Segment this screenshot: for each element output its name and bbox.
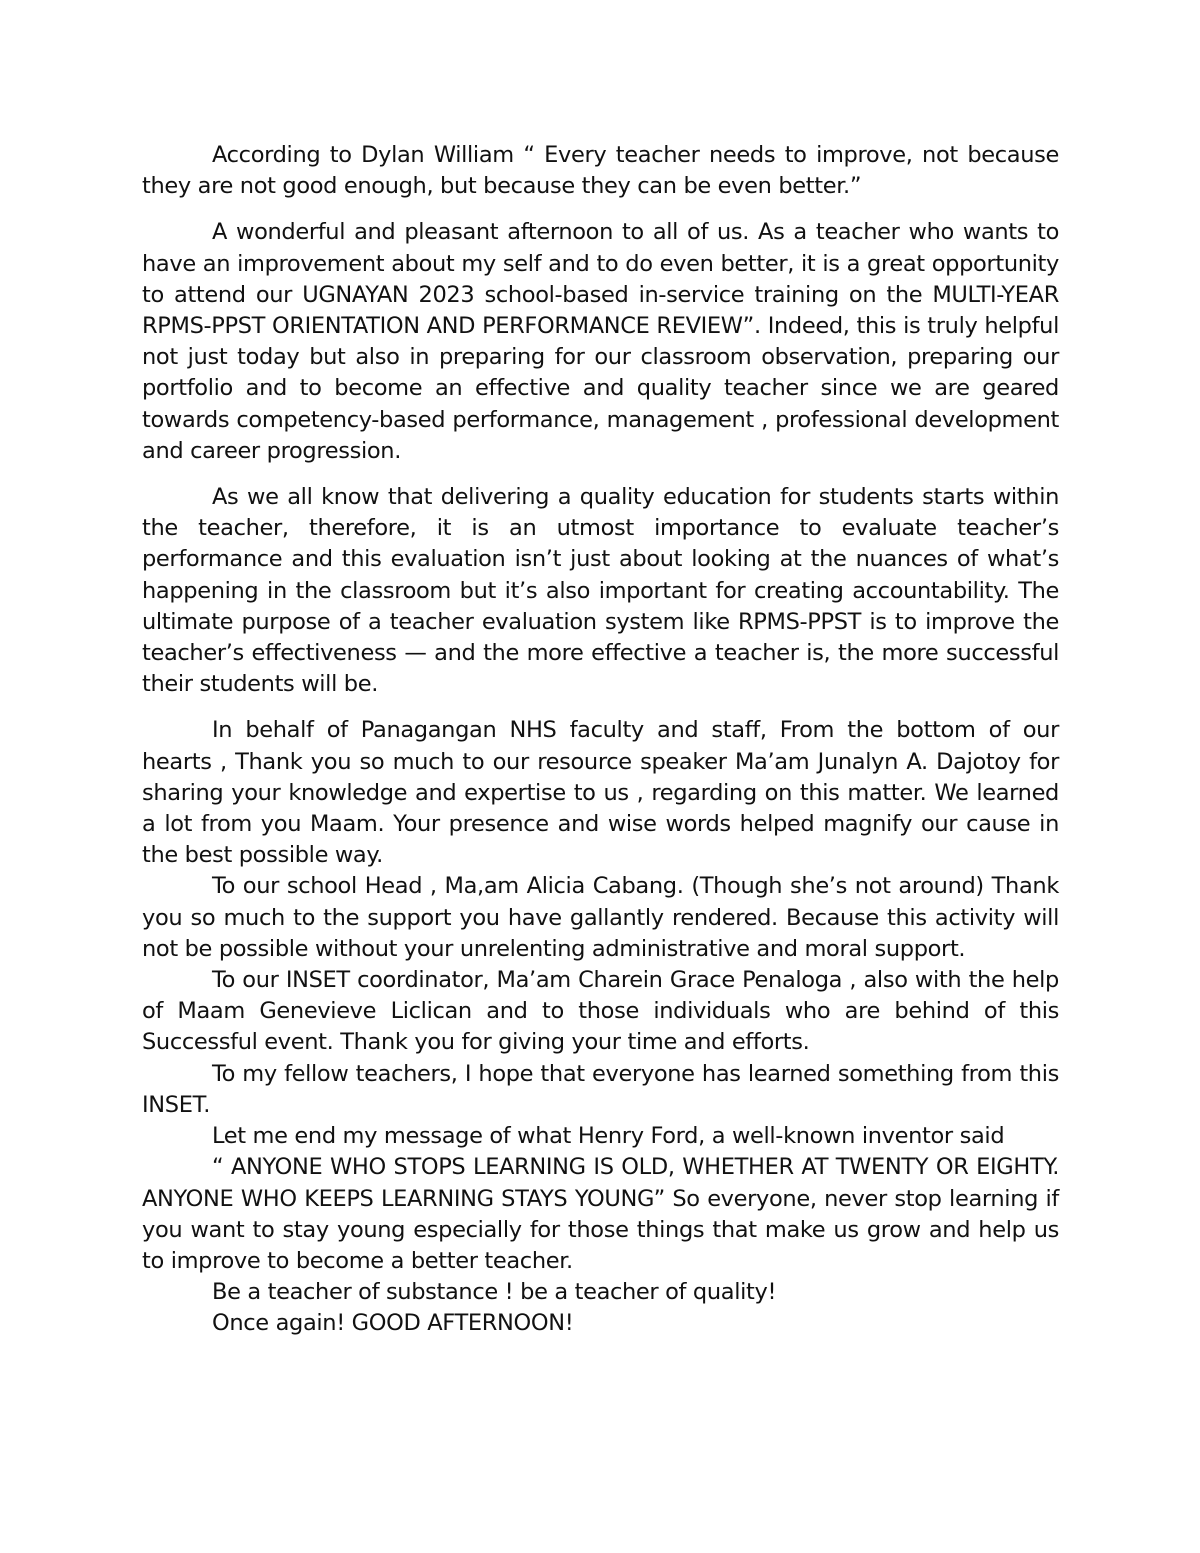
paragraph-sign-off: Once again! GOOD AFTERNOON!	[212, 1310, 574, 1337]
paragraph-evaluation: As we all know that delivering a quality education for students starts within the teacher, therefore, it is an utmost importance to evaluate teacher’s performance and this evaluation isn’t just about looking at the nuances of what’s happening in the classroom but it’s also important for creating accountability. The ultimate purpose of a teacher evaluation system like RPMS-PPST is to improve the teacher’s effectiveness — and the more effective a teacher is, the more successful their students will be.	[142, 484, 1059, 698]
paragraph-fellow-teachers: To my fellow teachers, I hope that everyone has learned something from this INSET.	[142, 1060, 1059, 1118]
document-body	[142, 140, 1059, 1340]
paragraph-closing-intro: Let me end my message of what Henry Ford, a well-known inventor said	[212, 1123, 1005, 1150]
paragraph-henry-ford-quote: “ ANYONE WHO STOPS LEARNING IS OLD, WHETHER AT TWENTY OR EIGHTY. ANYONE WHO KEEPS LEARNING STAYS YOUNG” So everyone, never stop learning if you want to stay young especially for those things that make us grow and help us to improve to become a better teacher.	[142, 1154, 1059, 1274]
paragraph-quote-intro: According to Dylan William “ Every teacher needs to improve, not because they are not good enough, but because they can be even better.”	[142, 142, 1059, 200]
paragraph-motto: Be a teacher of substance ! be a teacher of quality!	[212, 1279, 777, 1306]
paragraph-greeting: A wonderful and pleasant afternoon to all of us. As a teacher who wants to have an improvement about my self and to do even better, it is a great opportunity to attend our UGNAYAN 2023 school-based in-service training on the MULTI-YEAR RPMS-PPST ORIENTATION AND PERFORMANCE REVIEW”. Indeed, this is truly helpful not just today but also in preparing for our classroom observation, preparing our portfolio and to become an effective and quality teacher since we are geared towards competency-based performance, management , professional development and career progression.	[142, 219, 1059, 464]
paragraph-thanks-speaker: In behalf of Panagangan NHS faculty and staff, From the bottom of our hearts , Thank you so much to our resource speaker Ma’am Junalyn A. Dajotoy for sharing your knowledge and expertise to us , regarding on this matter. We learned a lot from you Maam. Your presence and wise words helped magnify our cause in the best possible way.	[142, 717, 1059, 869]
paragraph-thanks-school-head: To our school Head , Ma,am Alicia Cabang. (Though she’s not around) Thank you so much to the support you have gallantly rendered. Because this activity will not be possible without your unrelenting administrative and moral support.	[142, 873, 1059, 962]
paragraph-thanks-coordinator: To our INSET coordinator, Ma’am Charein Grace Penaloga , also with the help of Maam Genevieve Liclican and to those individuals who are behind of this Successful event. Thank you for giving your time and efforts.	[142, 967, 1059, 1056]
